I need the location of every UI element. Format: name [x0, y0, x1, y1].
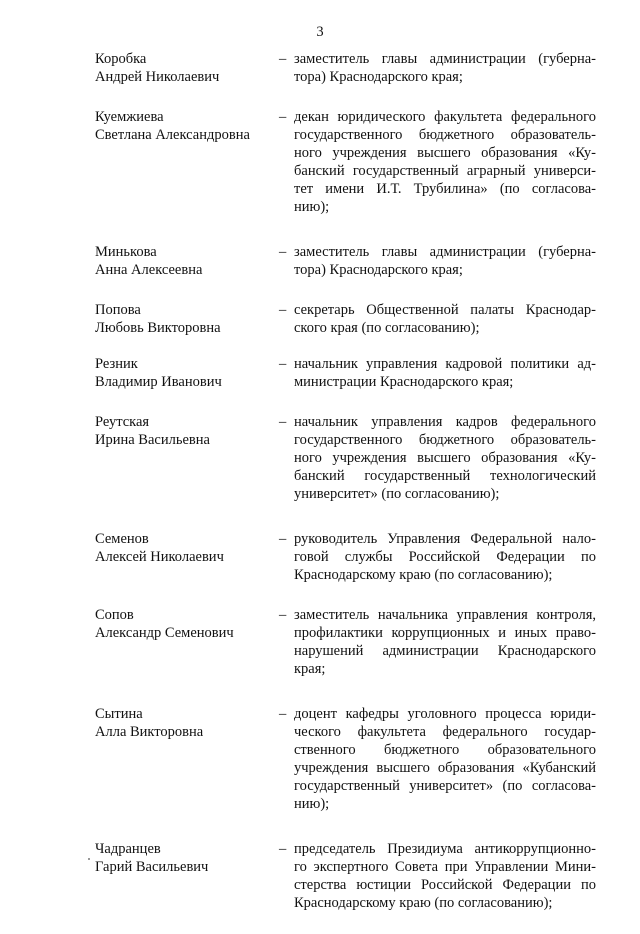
entry-dash: – [279, 302, 287, 318]
member-entry [0, 355, 640, 391]
member-given-names: Любовь Викторовна [95, 320, 221, 336]
member-entry [0, 50, 640, 86]
role-line: государственный университет» (по согласова- [294, 778, 596, 794]
role-line: ского края (по согласованию); [294, 320, 480, 336]
member-name [95, 108, 275, 144]
entry-dash: – [279, 244, 287, 260]
member-name [95, 50, 275, 86]
member-role [294, 50, 596, 86]
role-line: декан юридического факультета федерального [294, 109, 596, 125]
member-role [294, 243, 596, 279]
member-entry [0, 530, 640, 584]
role-line: нию); [294, 796, 330, 812]
role-line: министрации Краснодарского края; [294, 374, 514, 390]
entry-dash: – [279, 706, 287, 722]
role-line: нарушений администрации Краснодарского [294, 643, 596, 659]
role-line: Краснодарскому краю (по согласованию); [294, 895, 553, 911]
role-line: руководитель Управления Федеральной нало- [294, 531, 596, 547]
role-line: края; [294, 661, 326, 677]
member-surname: Резник [95, 356, 138, 372]
role-line: государственного бюджетного образователь- [294, 432, 596, 448]
member-role [294, 355, 596, 391]
role-line: тет имени И.Т. Трубилина» (по согласова- [294, 181, 596, 197]
role-line: начальник управления кадровой политики ад- [294, 356, 596, 372]
member-entry [0, 705, 640, 813]
entry-dash: – [279, 51, 287, 67]
member-entry [0, 606, 640, 678]
role-line: ного учреждения высшего образования «Ку- [294, 145, 596, 161]
role-line: говой службы Российской Федерации по [294, 549, 596, 565]
role-line: тора) Краснодарского края; [294, 262, 463, 278]
member-given-names: Александр Семенович [95, 625, 234, 641]
member-name [95, 530, 275, 566]
member-surname: Чадранцев [95, 841, 161, 857]
member-given-names: Ирина Васильевна [95, 432, 210, 448]
member-surname: Коробка [95, 51, 147, 67]
role-line: заместитель главы администрации (губерна- [294, 51, 596, 67]
role-line: ческого факультета федерального государ- [294, 724, 596, 740]
page-number: 3 [316, 24, 324, 40]
member-entry [0, 243, 640, 279]
member-name [95, 301, 275, 337]
member-surname: Куемжиева [95, 109, 164, 125]
role-line: начальник управления кадров федерального [294, 414, 596, 430]
member-entry [0, 301, 640, 337]
role-line: стерства юстиции Российской Федерации по [294, 877, 596, 893]
member-role [294, 705, 596, 813]
member-given-names: Светлана Александровна [95, 127, 250, 143]
member-given-names: Алексей Николаевич [95, 549, 224, 565]
member-role [294, 840, 596, 912]
entry-dash: – [279, 841, 287, 857]
member-entry [0, 840, 640, 912]
role-line: банский государственный технологический [294, 468, 596, 484]
role-line: председатель Президиума антикоррупционно- [294, 841, 596, 857]
member-list [0, 50, 640, 934]
member-role [294, 301, 596, 337]
member-name [95, 243, 275, 279]
member-name [95, 705, 275, 741]
member-surname: Попова [95, 302, 141, 318]
member-given-names: Андрей Николаевич [95, 69, 220, 85]
role-line: секретарь Общественной палаты Краснодар- [294, 302, 596, 318]
member-role [294, 413, 596, 503]
entry-dash: – [279, 109, 287, 125]
member-name [95, 413, 275, 449]
member-given-names: Гарий Васильевич [95, 859, 209, 875]
role-line: доцент кафедры уголовного процесса юриди- [294, 706, 596, 722]
role-line: заместитель начальника управления контроля, [294, 607, 596, 623]
entry-dash: – [279, 356, 287, 372]
member-entry [0, 108, 640, 216]
role-line: ного учреждения высшего образования «Ку- [294, 450, 596, 466]
role-line: заместитель главы администрации (губерна- [294, 244, 596, 260]
role-line: университет» (по согласованию); [294, 486, 500, 502]
role-line: Краснодарскому краю (по согласованию); [294, 567, 553, 583]
member-name [95, 606, 275, 642]
role-line: ственного бюджетного образовательного [294, 742, 596, 758]
entry-dash: – [279, 531, 287, 547]
member-surname: Сытина [95, 706, 143, 722]
member-surname: Сопов [95, 607, 134, 623]
scan-speck [88, 858, 90, 860]
role-line: банский государственный аграрный универси- [294, 163, 596, 179]
member-name [95, 355, 275, 391]
role-line: нию); [294, 199, 330, 215]
entry-dash: – [279, 607, 287, 623]
member-given-names: Анна Алексеевна [95, 262, 203, 278]
role-line: го экспертного Совета при Управлении Мини- [294, 859, 596, 875]
role-line: тора) Краснодарского края; [294, 69, 463, 85]
entry-dash: – [279, 414, 287, 430]
role-line: учреждения высшего образования «Кубанский [294, 760, 596, 776]
member-given-names: Владимир Иванович [95, 374, 222, 390]
role-line: профилактики коррупционных и иных право- [294, 625, 596, 641]
member-role [294, 108, 596, 216]
role-line: государственного бюджетного образователь- [294, 127, 596, 143]
member-role [294, 606, 596, 678]
member-given-names: Алла Викторовна [95, 724, 204, 740]
member-name [95, 840, 275, 876]
member-role [294, 530, 596, 584]
member-surname: Реутская [95, 414, 150, 430]
member-surname: Семенов [95, 531, 149, 547]
member-surname: Минькова [95, 244, 157, 260]
member-entry [0, 413, 640, 503]
